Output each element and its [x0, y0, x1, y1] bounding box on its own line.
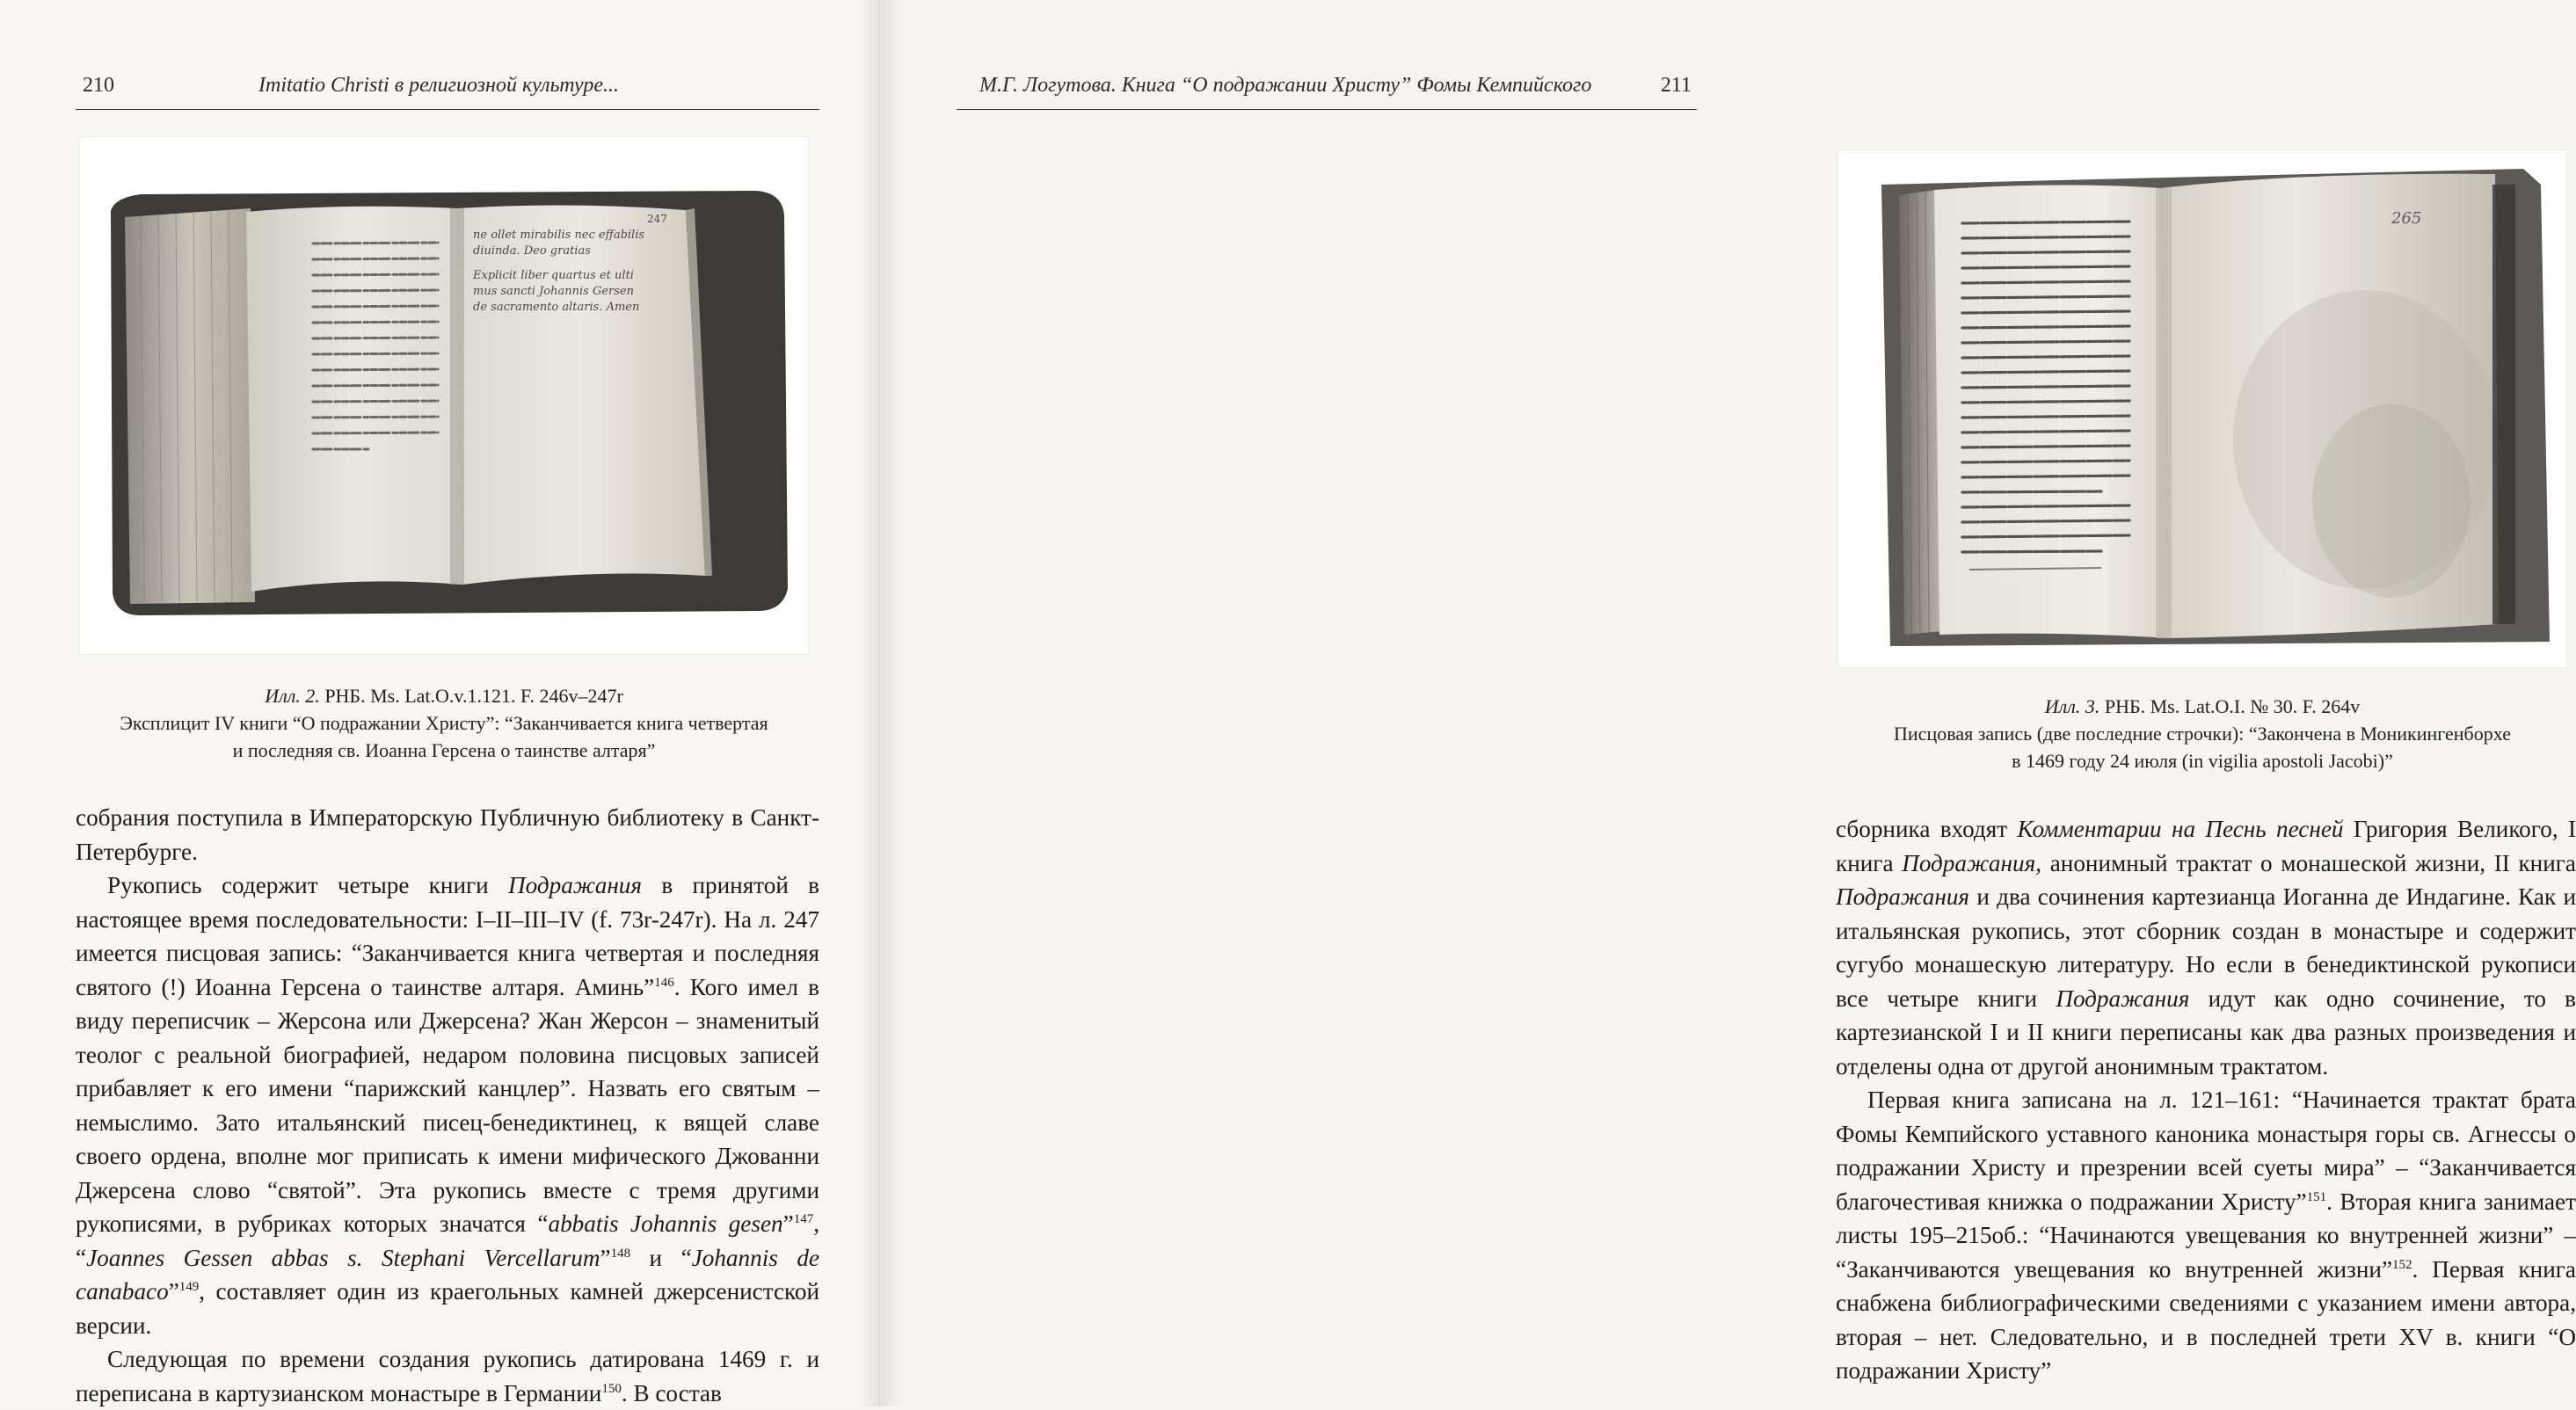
manuscript-line-1: ne ollet mirabilis nec effabilis [473, 229, 645, 242]
figure-caption-right [1837, 693, 2567, 774]
running-head-left [76, 72, 819, 110]
running-title-left: Imitatio Christi в религиозной культуре... [258, 74, 619, 97]
footnote-ref: 152 [2392, 1257, 2412, 1272]
paragraph [1836, 1083, 2576, 1388]
manuscript-photo-left [79, 136, 809, 655]
figure-label-right: Илл. 3. [2044, 695, 2100, 717]
italic-run: Johannis de canabaco [76, 1244, 819, 1305]
running-head-right [957, 72, 1697, 110]
left-page [0, 0, 879, 1406]
right-page [879, 0, 2576, 1406]
text-run: и два сочинения картезианца Иоганна де Индагине. Как и итальянская рукопись, этот сборник создан в монастыре и содержит сугубо монашескую литературу. Но если в бенедиктинской рукописи все четыре книги [1836, 883, 2576, 1012]
folio-number-left-photo: 247 [647, 213, 667, 225]
folio-number-right-photo: 265 [2391, 209, 2422, 228]
figure-reference-left [79, 682, 809, 709]
text-run: . Кого имел в виду переписчик – Жерсона или Джерсена? Жан Жерсон – знаменитый теолог с реальной биографией, недаром половина писцовых записей прибавляет к его имени “парижский канцлер”. Назвать его святым – немыслимо. Зато итальянский писец-бенедиктинец, к вящей славе своего ордена, вполне мог приписать к имени мифического Джованни Джерсена слово “святой”. Эта рукопись вместе с тремя другими рукописями, в рубриках которых значатся “ [76, 973, 819, 1237]
italic-run: Подражания, [1902, 849, 2042, 876]
footnote-ref: 147 [793, 1211, 814, 1226]
text-run: . Вторая книга занимает листы 195–215об.: “Начинаются увещевания ко внутренней жизни” – “Заканчиваются увещевания ко внутренней жизни” [1836, 1188, 2576, 1283]
text-run: собрания поступила в Императорскую Публичную библиотеку в Санкт-Петербурге. [76, 804, 819, 865]
text-run: . Первая книга снабжена библиографическими сведениями с указанием имени автора, вторая – нет. Следовательно, и в последней трети XV в. книги “О подражании Христу” [1836, 1255, 2576, 1384]
italic-run: Подражания [507, 872, 643, 898]
italic-run: Подражания [1836, 883, 1970, 910]
italic-run: abbatis Johannis gesen [548, 1210, 783, 1237]
italic-run: Joannes Gessen abbas s. Stephani Vercellarum [86, 1244, 600, 1271]
book-gutter [857, 0, 901, 1406]
text-run: идут как одно сочинение, то в картезианской I и II книги переписаны как два разных произведения и отделены одна от другой анонимным трактатом. [1836, 985, 2576, 1079]
text-run: анонимный трактат о монашеской жизни, II книга [2041, 849, 2576, 876]
text-run: ” [600, 1244, 611, 1271]
text-run: ” [168, 1278, 179, 1305]
figure-caption-left [79, 682, 809, 764]
text-run: Рукопись содержит четыре книги [107, 872, 508, 898]
footnote-ref: 148 [610, 1246, 631, 1261]
italic-run: Подражания [2056, 985, 2190, 1012]
text-run: Григория Великого, I книга [1836, 816, 2576, 876]
footnote-ref: 151 [2306, 1189, 2327, 1204]
text-run: сборника входят [1836, 816, 2018, 842]
manuscript-photo-right [1837, 149, 2567, 668]
text-run: Следующая по времени создания рукопись датирована 1469 г. и переписана в картузианском монастыре в Германии [76, 1346, 819, 1406]
manuscript-line-4: mus sancti Johannis Gersen [473, 285, 634, 298]
manuscript-line-3: Explicit liber quartus et ulti [473, 269, 634, 282]
figure-shelfmark-right: РНБ. Ms. Lat.O.I. № 30. F. 264v [2104, 695, 2361, 717]
text-run: в принятой в настоящее время последовательности: I–II–III–IV (f. 73r-247r). На л. 247 имеется писцовая запись: “Заканчивается книга четвертая и последняя святого (!) Иоанна Герсена о таинстве алтаря. Аминь” [76, 872, 819, 1000]
paragraph [76, 1342, 819, 1410]
running-title-right: М.Г. Логутова. Книга “О подражании Христу” Фомы Кемпийского [979, 74, 1592, 97]
figure-reference-right [1837, 693, 2567, 720]
body-text-right [1836, 812, 2576, 1388]
page-number-left: 210 [83, 74, 114, 97]
figure-caption-line-1-right: Писцовая запись (две последние строчки): “Закончена в Моникингенборхе [1894, 723, 2511, 745]
text-run: , составляет один из краегольных камней джерсенистской версии. [76, 1278, 819, 1339]
figure-caption-line-1-left: Эксплицит IV книги “О подражании Христу”: “Заканчивается книга четвертая [120, 712, 768, 734]
text-run: . В состав [621, 1379, 722, 1406]
text-run: , “ [76, 1210, 819, 1271]
figure-caption-line-2-left: и последняя св. Иоанна Герсена о таинстве алтаря” [232, 739, 656, 761]
italic-run: Комментарии на Песнь песней [2017, 816, 2344, 842]
footnote-ref: 150 [601, 1381, 622, 1396]
footnote-ref: 149 [178, 1279, 200, 1294]
figure-shelfmark-left: РНБ. Ms. Lat.O.v.1.121. F. 246v–247r [324, 685, 623, 707]
figure-label-left: Илл. 2. [265, 685, 320, 707]
paragraph [76, 869, 819, 1342]
text-run: ” [782, 1210, 794, 1237]
text-run: Первая книга записана на л. 121–161: “Начинается трактат брата Фомы Кемпийского уставного каноника монастыря горы св. Агнессы о подражании Христу и презрении всей суеты мира” – “Заканчивается благочестивая книжка о подражании Христу” [1836, 1087, 2576, 1215]
manuscript-line-5: de sacramento altaris. Amen [473, 301, 640, 314]
manuscript-line-2: diuinda. Deo gratias [473, 244, 591, 258]
paragraph [76, 801, 819, 869]
footnote-ref: 146 [654, 975, 674, 990]
paragraph [1836, 812, 2576, 1083]
text-run: и “ [630, 1244, 692, 1271]
page-number-right: 211 [1660, 74, 1692, 97]
figure-caption-line-2-right: в 1469 году 24 июля (in vigilia apostoli Jacobi)” [2012, 750, 2393, 772]
body-text-left [76, 801, 819, 1410]
